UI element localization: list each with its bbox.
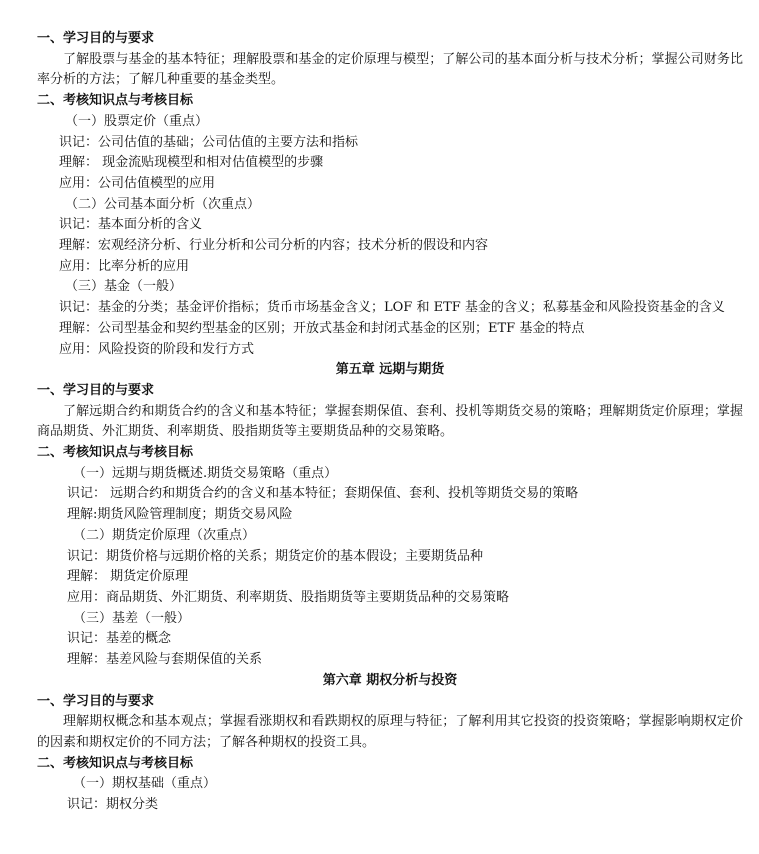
section-heading: 一、学习目的与要求 (37, 693, 155, 709)
text-line: 识记：基金的分类；基金评价指标；货币市场基金含义；LOF 和 ETF 基金的含义；私募基金和风险投资基金的含义 (59, 300, 725, 316)
text-line: 识记：基本面分析的含义 (59, 217, 203, 233)
text-line: 识记：期权分类 (67, 797, 159, 813)
section-heading: 二、考核知识点与考核目标 (37, 755, 194, 771)
subsection-heading: （三）基差（一般） (73, 610, 191, 626)
paragraph: 了解远期合约和期货合约的含义和基本特征；掌握套期保值、套利、投机等期货交易的策略；理解期货定价原理；掌握商品期货、外汇期货、利率期货、股指期货等主要期货品种的交易策略。 (37, 403, 743, 440)
subsection-heading: （二）公司基本面分析（次重点） (65, 196, 261, 212)
chapter-title: 第五章 远期与期货 (335, 362, 445, 378)
text-line: 识记： 远期合约和期货合约的含义和基本特征；套期保值、套利、投机等期货交易的策略 (67, 486, 579, 502)
text-line: 应用：比率分析的应用 (59, 258, 190, 274)
text-line: 应用：公司估值模型的应用 (59, 175, 216, 191)
paragraph: 了解股票与基金的基本特征；理解股票和基金的定价原理与模型；了解公司的基本面分析与技术分析；掌握公司财务比率分析的方法；了解几种重要的基金类型。 (37, 51, 743, 88)
subsection-heading: （二）期货定价原理（次重点） (73, 527, 256, 543)
text-line: 理解： 期货定价原理 (67, 569, 189, 585)
text-line: 识记：公司估值的基础；公司估值的主要方法和指标 (59, 134, 359, 150)
section-heading: 二、考核知识点与考核目标 (37, 445, 194, 461)
text-line: 理解:期货风险管理制度；期货交易风险 (67, 507, 293, 523)
text-line: 理解：公司型基金和契约型基金的区别；开放式基金和封闭式基金的区别；ETF 基金的特点 (59, 320, 585, 336)
document-body (37, 29, 743, 816)
paragraph: 理解期权概念和基本观点；掌握看涨期权和看跌期权的原理与特征；了解利用其它投资的投资策略；掌握影响期权定价的因素和期权定价的不同方法；了解各种期权的投资工具。 (37, 714, 743, 750)
section-heading: 二、考核知识点与考核目标 (37, 93, 194, 109)
text-line: 应用：商品期货、外汇期货、利率期货、股指期货等主要期货品种的交易策略 (67, 589, 510, 605)
text-line: 识记：期货价格与远期价格的关系；期货定价的基本假设；主要期货品种 (67, 548, 484, 564)
text-line: 理解：宏观经济分析、行业分析和公司分析的内容；技术分析的假设和内容 (59, 238, 489, 254)
text-line: 应用：风险投资的阶段和发行方式 (59, 341, 255, 357)
section-heading: 一、学习目的与要求 (37, 382, 155, 398)
subsection-heading: （一）期权基础（重点） (73, 776, 217, 792)
subsection-heading: （一）远期与期货概述.期货交易策略（重点） (73, 465, 338, 481)
text-line: 识记：基差的概念 (67, 631, 172, 647)
chapter-title: 第六章 期权分析与投资 (322, 672, 458, 688)
text-line: 理解： 现金流贴现模型和相对估值模型的步骤 (59, 155, 324, 171)
section-heading: 一、学习目的与要求 (37, 31, 155, 46)
text-line: 理解：基差风险与套期保值的关系 (67, 652, 263, 668)
subsection-heading: （一）股票定价（重点） (65, 113, 209, 129)
subsection-heading: （三）基金（一般） (65, 279, 183, 295)
